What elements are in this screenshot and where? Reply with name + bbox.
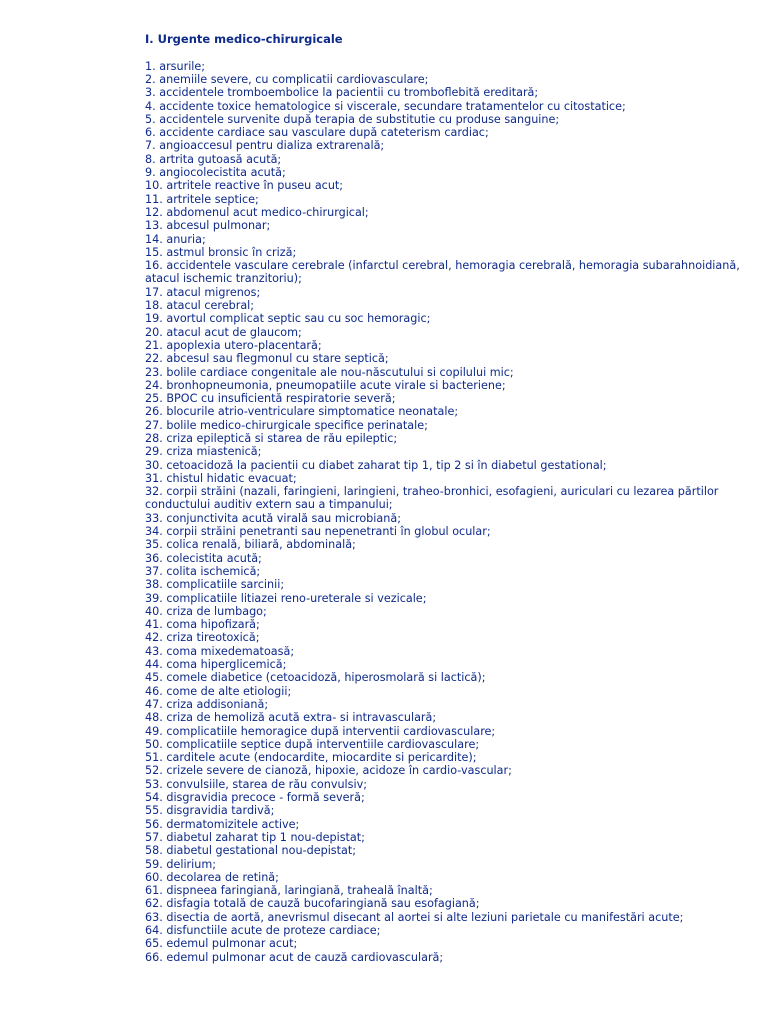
list-item: 53. convulsiile, starea de rău convulsiv; (145, 777, 367, 791)
list-item: 66. edemul pulmonar acut de cauză cardiovasculară; (145, 950, 444, 964)
list-item: 4. accidente toxice hematologice si viscerale, secundare tratamentelor cu citostatice; (145, 99, 626, 113)
list-item: 31. chistul hidatic evacuat; (145, 471, 297, 485)
list-item: 52. crizele severe de cianoză, hipoxie, acidoze în cardio-vascular; (145, 764, 512, 778)
list-item: 7. angioaccesul pentru dializa extrarenală; (145, 139, 385, 153)
list-item: 20. atacul acut de glaucom; (145, 325, 302, 339)
list-item: 40. criza de lumbago; (145, 604, 267, 618)
list-item: 47. criza addisoniană; (145, 697, 269, 711)
list-item: 15. astmul bronsic în criză; (145, 245, 297, 259)
list-item: 33. conjunctivita acută virală sau microbiană; (145, 511, 401, 525)
section-heading: I. Urgente medico-chirurgicale (145, 32, 343, 46)
list-item: 43. coma mixedematoasă; (145, 644, 295, 658)
list-item: 51. carditele acute (endocardite, miocardite si pericardite); (145, 751, 477, 765)
list-item: 61. dispneea faringiană, laringiană, traheală înaltă; (145, 884, 433, 898)
list-item: 1. arsurile; (145, 59, 206, 73)
list-item: 35. colica renală, biliară, abdominală; (145, 538, 356, 552)
document-page (145, 33, 745, 964)
list-item: 3. accidentele tromboembolice la pacientii cu tromboflebită ereditară; (145, 86, 539, 100)
list-item: 62. disfagia totală de cauză bucofaringiană sau esofagiană; (145, 897, 480, 911)
list-item: 11. artritele septice; (145, 192, 259, 206)
list-item: 42. criza tireotoxică; (145, 631, 260, 645)
list-item: 63. disectia de aortă, anevrismul disecant al aortei si alte leziuni parietale cu manifestări acute; (145, 910, 684, 924)
list-item: 37. colita ischemică; (145, 564, 261, 578)
list-item: 27. bolile medico-chirurgicale specifice perinatale; (145, 418, 428, 432)
list-item: 23. bolile cardiace congenitale ale nou-născutului si copilului mic; (145, 365, 514, 379)
list-item: 19. avortul complicat septic sau cu soc hemoragic; (145, 312, 431, 326)
list-item: 2. anemiile severe, cu complicatii cardiovasculare; (145, 72, 429, 86)
list-item: 18. atacul cerebral; (145, 299, 255, 313)
list-item: 38. complicatiile sarcinii; (145, 578, 285, 592)
list-item: 8. artrita gutoasă acută; (145, 152, 282, 166)
list-item: 26. blocurile atrio-ventriculare simptomatice neonatale; (145, 405, 459, 419)
list-item: 5. accidentele survenite după terapia de substitutie cu produse sanguine; (145, 112, 560, 126)
list-item: 25. BPOC cu insuficientă respiratorie severă; (145, 392, 396, 406)
list-item: 41. coma hipofizară; (145, 618, 260, 632)
list-item: 12. abdomenul acut medico-chirurgical; (145, 205, 369, 219)
list-item: 34. corpii străini penetranti sau nepenetranti în globul ocular; (145, 525, 491, 539)
list-item: 60. decolarea de retină; (145, 870, 279, 884)
list-item: 65. edemul pulmonar acut; (145, 937, 298, 951)
list-item: 58. diabetul gestational nou-depistat; (145, 844, 357, 858)
list-item: 49. complicatiile hemoragice după interventii cardiovasculare; (145, 724, 496, 738)
list-item: 16. accidentele vasculare cerebrale (infarctul cerebral, hemoragia cerebrală, hemoragia subarahnoidiană, atacul ischemic tranzitoriu); (145, 259, 740, 286)
list-item: 10. artritele reactive în puseu acut; (145, 179, 344, 193)
list-item: 9. angiocolecistita acută; (145, 166, 286, 180)
list-item: 14. anuria; (145, 232, 206, 246)
list-item: 36. colecistita acută; (145, 551, 262, 565)
list-item: 50. complicatiile septice după interventiile cardiovasculare; (145, 737, 480, 751)
list-item: 46. come de alte etiologii; (145, 684, 292, 698)
list-item: 30. cetoacidoză la pacientii cu diabet zaharat tip 1, tip 2 si în diabetul gestational; (145, 458, 607, 472)
list-item: 48. criza de hemoliză acută extra- si intravasculară; (145, 711, 437, 725)
list-item: 59. delirium; (145, 857, 217, 871)
list-item: 56. dermatomizitele active; (145, 817, 300, 831)
list-item: 54. disgravidia precoce - formă severă; (145, 791, 365, 805)
list-item: 64. disfunctiile acute de proteze cardiace; (145, 923, 381, 937)
list-item: 13. abcesul pulmonar; (145, 219, 271, 233)
list-item: 55. disgravidia tardivă; (145, 804, 275, 818)
list-item: 57. diabetul zaharat tip 1 nou-depistat; (145, 830, 365, 844)
list-item: 39. complicatiile litiazei reno-ureterale si vezicale; (145, 591, 427, 605)
list-item: 45. comele diabetice (cetoacidoză, hiperosmolară si lactică); (145, 671, 486, 685)
list-item: 24. bronhopneumonia, pneumopatiile acute virale si bacteriene; (145, 378, 506, 392)
list-item: 29. criza miastenică; (145, 445, 262, 459)
list-item: 32. corpii străini (nazali, faringieni, laringieni, traheo-bronhici, esofagieni, auriculari cu lezarea părtilor conductului auditiv extern sau a timpanului; (145, 485, 719, 512)
list-item: 28. criza epileptică si starea de rău epileptic; (145, 432, 398, 445)
list-item: 44. coma hiperglicemică; (145, 658, 287, 672)
urgency-list (145, 60, 745, 964)
list-item: 17. atacul migrenos; (145, 285, 261, 299)
list-item: 21. apoplexia utero-placentară; (145, 338, 322, 352)
list-item: 22. abcesul sau flegmonul cu stare septică; (145, 352, 389, 366)
list-item: 6. accidente cardiace sau vasculare după cateterism cardiac; (145, 126, 489, 140)
